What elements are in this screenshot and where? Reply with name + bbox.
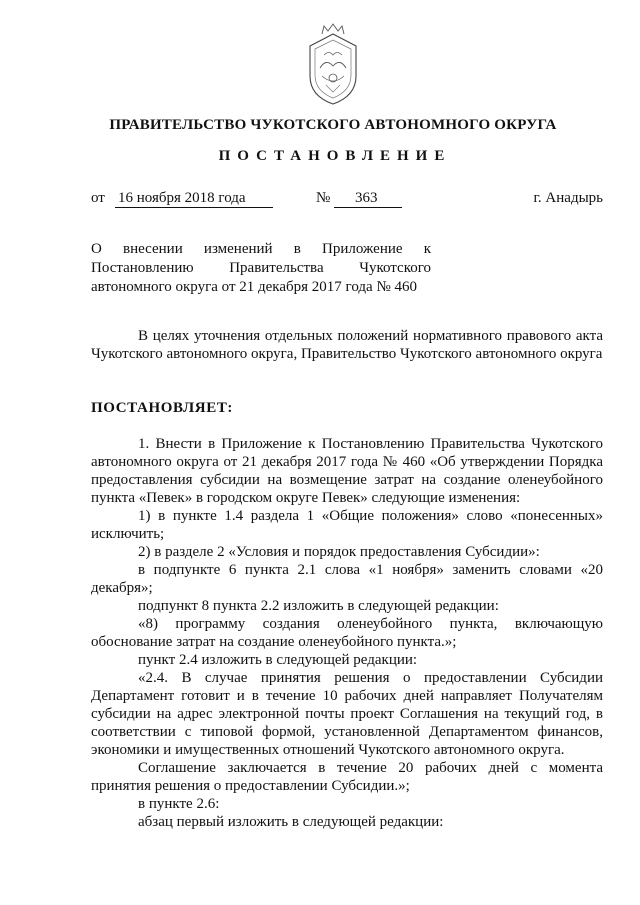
coat-of-arms-emblem bbox=[304, 22, 362, 108]
document-subject bbox=[91, 240, 431, 297]
paragraph: «8) программу создания оленеубойного пункта, включающую обоснование затрат на создание оленеубойного пункта.»; bbox=[91, 616, 603, 650]
document-type-title: ПОСТАНОВЛЕНИЕ bbox=[218, 148, 452, 164]
number-label: № bbox=[316, 190, 331, 206]
paragraph: 1) в пункте 1.4 раздела 1 «Общие положения» слово «понесенных» исключить; bbox=[91, 508, 603, 542]
subject-line: Постановлению Правительства Чукотского bbox=[91, 260, 431, 276]
number-field bbox=[334, 190, 402, 208]
paragraph: 2) в разделе 2 «Условия и порядок предоставления Субсидии»: bbox=[138, 544, 540, 560]
government-title: ПРАВИТЕЛЬСТВО ЧУКОТСКОГО АВТОНОМНОГО ОКРУГА bbox=[109, 117, 557, 133]
paragraph: в подпункте 6 пункта 2.1 слова «1 ноября» заменить словами «20 декабря»; bbox=[91, 562, 603, 596]
preamble-text: В целях уточнения отдельных положений нормативного правового акта Чукотского автономного округа, Правительство Чукотского автономного округа bbox=[91, 328, 603, 362]
number-value: 363 bbox=[355, 190, 378, 206]
preamble bbox=[91, 327, 603, 363]
document-body bbox=[91, 435, 603, 831]
paragraph: Соглашение заключается в течение 20 рабочих дней с момента принятия решения о предоставлении Субсидии.»; bbox=[91, 760, 603, 794]
document-meta-row bbox=[91, 190, 603, 212]
paragraph: 1. Внести в Приложение к Постановлению Правительства Чукотского автономного округа от 21 декабря 2017 года № 460 «Об утверждении Порядка предоставления субсидии на возмещение затрат на создание оленеубойного пункта «Певек» в городском округе Певек» следующие изменения: bbox=[91, 436, 603, 506]
paragraph: в пункте 2.6: bbox=[138, 796, 220, 812]
subject-line: автономного округа от 21 декабря 2017 года № 460 bbox=[91, 279, 418, 295]
date-label: от bbox=[91, 190, 105, 206]
paragraph: «2.4. В случае принятия решения о предоставлении Субсидии Департамент готовит и в течение 10 рабочих дней направляет Получателям субсидии на адрес электронной почты проект Соглашения на текущий год, в соответствии с типовой формой, установленной Департаментом финансов, экономики и имущественных отношений Чукотского автономного округа. bbox=[91, 670, 603, 758]
city: г. Анадырь bbox=[533, 190, 603, 206]
subject-line: О внесении изменений в Приложение к bbox=[91, 241, 431, 257]
decree-heading: ПОСТАНОВЛЯЕТ: bbox=[91, 400, 234, 416]
paragraph: подпункт 8 пункта 2.2 изложить в следующей редакции: bbox=[138, 598, 499, 614]
paragraph: пункт 2.4 изложить в следующей редакции: bbox=[138, 652, 418, 668]
paragraph: абзац первый изложить в следующей редакции: bbox=[138, 814, 444, 830]
date-value: 16 ноября 2018 года bbox=[118, 190, 246, 206]
date-field bbox=[115, 190, 273, 208]
